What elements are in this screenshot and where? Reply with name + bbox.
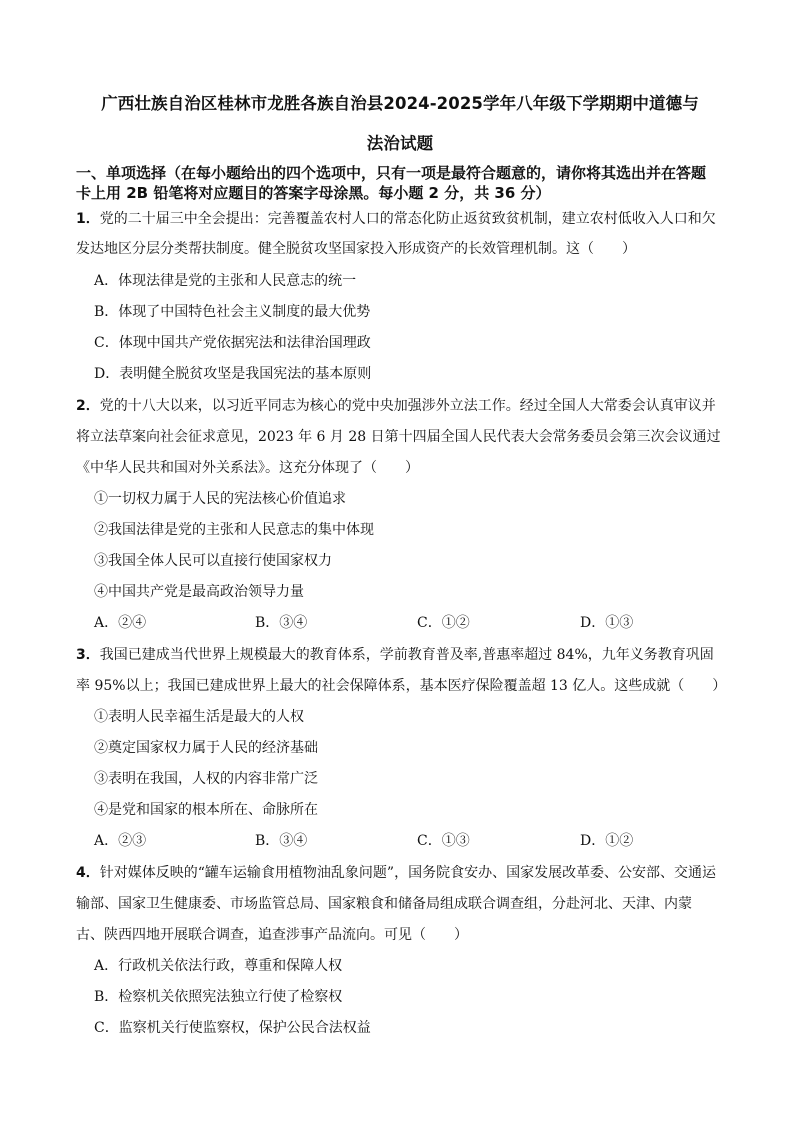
question-3-statement-2: ②奠定国家权力属于人民的经济基础: [94, 740, 318, 756]
question-2-number: 2．: [76, 398, 100, 414]
section-heading-line-2: 卡上用 2B 铅笔将对应题目的答案字母涂黑。每小题 2 分，共 36 分）: [76, 184, 551, 202]
question-4-option-a: A．行政机关依法行政，尊重和保障人权: [94, 958, 343, 974]
question-3-statement-1: ①表明人民幸福生活是最大的人权: [94, 709, 304, 725]
question-3-stem-1: 我国已建成当代世界上规模最大的教育体系，学前教育普及率,普惠率超过 84%，九年义务教育巩固: [99, 647, 714, 663]
question-3-choice-d: D．①②: [580, 833, 634, 849]
question-3-line-1: [76, 644, 714, 664]
question-3-choice-b: B．③④: [255, 833, 308, 849]
question-2-statement-1: ①一切权力属于人民的宪法核心价值追求: [94, 491, 346, 507]
question-2-choice-d: D．①③: [580, 615, 634, 631]
question-3-statement-4: ④是党和国家的根本所在、命脉所在: [94, 802, 318, 818]
question-4-line-1: [76, 862, 716, 882]
question-2-statement-2: ②我国法律是党的主张和人民意志的集中体现: [94, 522, 374, 538]
question-1-option-c: C．体现中国共产党依据宪法和法律治国理政: [94, 335, 371, 351]
question-2-line-1: [76, 395, 716, 415]
question-4-number: 4．: [76, 865, 100, 881]
question-1-line-1: [76, 208, 716, 228]
question-1-stem-1: 党的二十届三中全会提出：完善覆盖农村人口的常态化防止返贫致贫机制，建立农村低收入人口和欠: [99, 211, 716, 227]
question-4-option-b: B．检察机关依照宪法独立行使了检察权: [94, 989, 343, 1005]
question-4-option-c: C．监察机关行使监察权，保护公民合法权益: [94, 1020, 371, 1036]
exam-title-line-2: 法治试题: [366, 134, 434, 153]
question-3-statement-3: ③表明在我国，人权的内容非常广泛: [94, 771, 318, 787]
question-1-option-a: A．体现法律是党的主张和人民意志的统一: [94, 273, 357, 289]
question-1-option-d: D．表明健全脱贫攻坚是我国宪法的基本原则: [94, 366, 372, 382]
question-2-stem-1: 党的十八大以来，以习近平同志为核心的党中央加强涉外立法工作。经过全国人大常委会认真审议并: [99, 398, 716, 414]
question-1-number: 1．: [76, 211, 100, 227]
section-heading-line-1: 一、单项选择（在每小题给出的四个选项中，只有一项是最符合题意的，请你将其选出并在答题: [76, 164, 707, 182]
question-2-stem-3: 《中华人民共和国对外关系法》。这充分体现了（ ）: [76, 460, 419, 476]
question-3-choice-c: C．①③: [417, 833, 470, 849]
question-4-stem-2: 输部、国家卫生健康委、市场监管总局、国家粮食和储备局组成联合调查组，分赴河北、天津、内蒙: [76, 896, 692, 912]
question-3-number: 3．: [76, 647, 100, 663]
question-2-choice-a: A．②④: [94, 615, 147, 631]
exam-title-line-1: 广西壮族自治区桂林市龙胜各族自治县2024-2025学年八年级下学期期中道德与: [101, 94, 699, 113]
question-3-choice-a: A．②③: [94, 833, 147, 849]
question-1-stem-2: 发达地区分层分类帮扶制度。健全脱贫攻坚国家投入形成资产的长效管理机制。这（ ）: [76, 241, 636, 257]
question-1-option-b: B．体现了中国特色社会主义制度的最大优势: [94, 304, 371, 320]
question-3-stem-2: 率 95%以上；我国已建成世界上最大的社会保障体系，基本医疗保险覆盖超 13 亿人。这些成就（ ）: [76, 678, 727, 694]
question-2-statement-4: ④中国共产党是最高政治领导力量: [94, 584, 304, 600]
question-2-statement-3: ③我国全体人民可以直接行使国家权力: [94, 553, 332, 569]
question-2-stem-2: 将立法草案向社会征求意见，2023 年 6 月 28 日第十四届全国人民代表大会常务委员会第三次会议通过: [76, 429, 721, 445]
question-4-stem-3: 古、陕西四地开展联合调查，追查涉事产品流向。可见（ ）: [76, 927, 468, 943]
question-2-choice-b: B．③④: [255, 615, 308, 631]
question-2-choice-c: C．①②: [417, 615, 470, 631]
question-4-stem-1: 针对媒体反映的“罐车运输食用植物油乱象问题”，国务院食安办、国家发展改革委、公安部、交通运: [99, 865, 717, 881]
